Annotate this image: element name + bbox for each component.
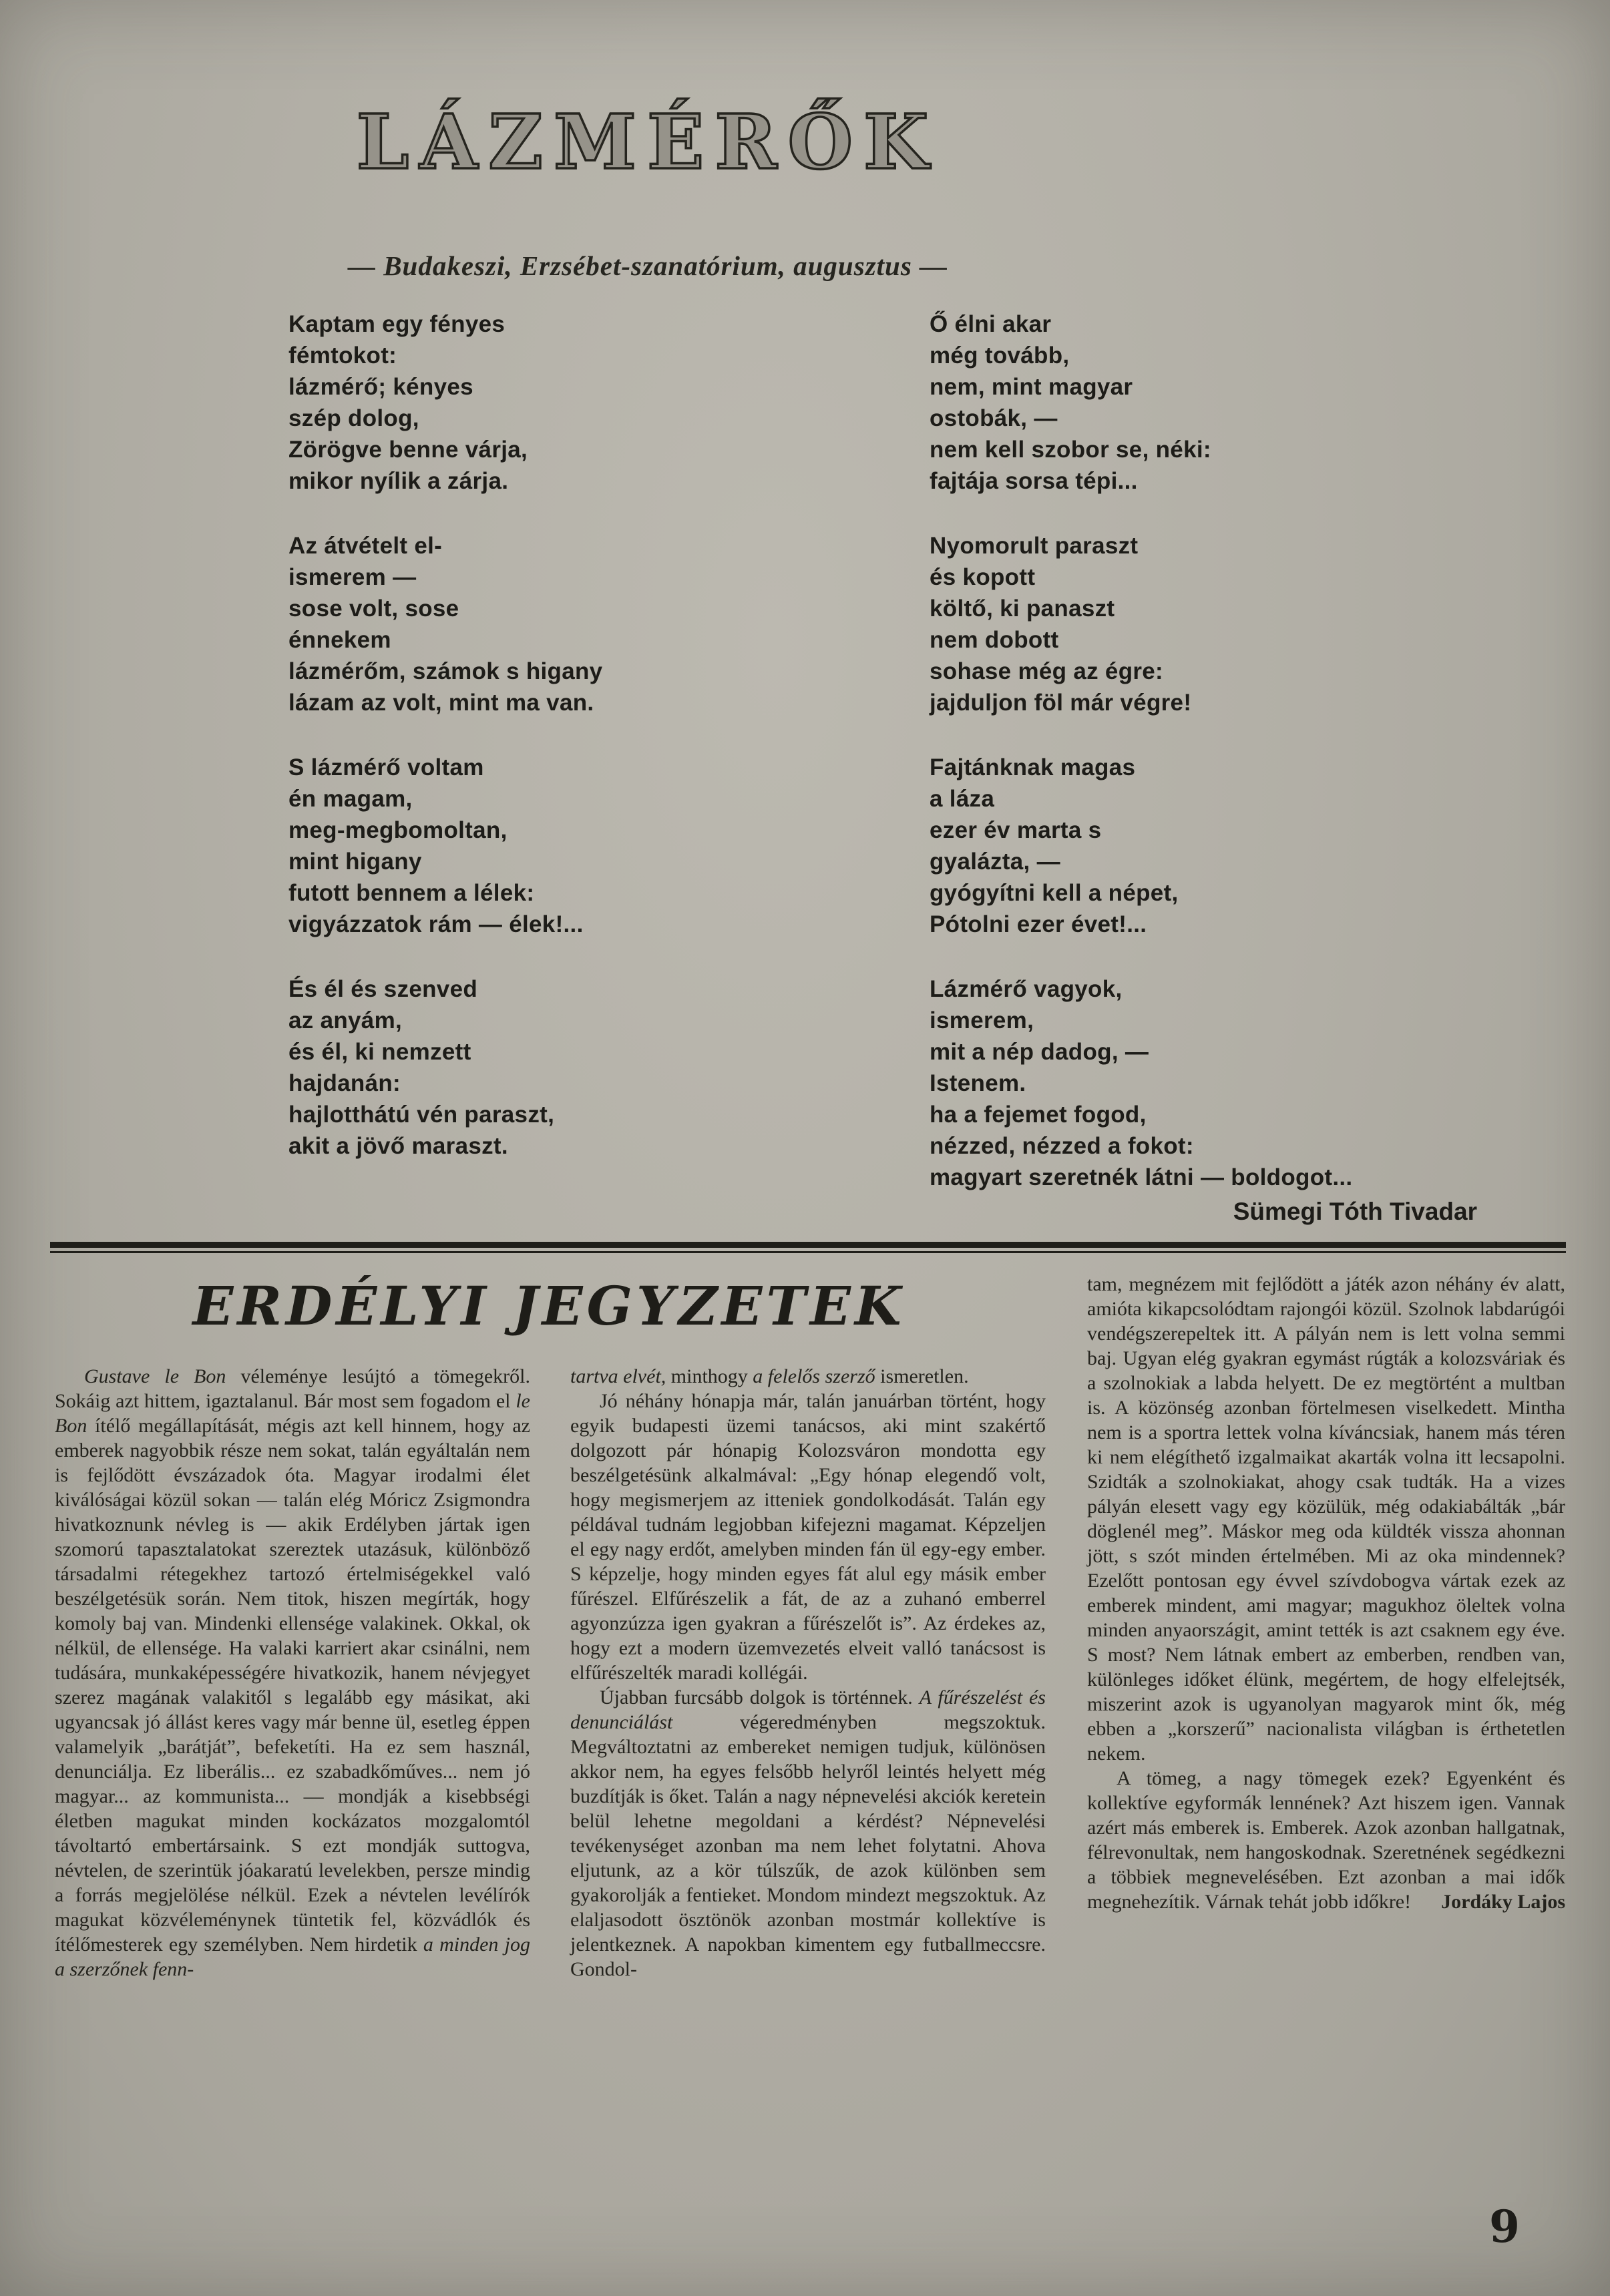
article-heading: ERDÉLYI JEGYZETEK	[192, 1275, 905, 1337]
poem-line: mikor nyílik a zárja.	[288, 468, 509, 494]
poem-line: Az átvételt el-	[288, 533, 443, 559]
poem-line: lázam az volt, mint ma van.	[288, 690, 594, 716]
article-paragraph	[570, 1389, 1046, 1685]
poem-line: ezer év marta s	[930, 817, 1102, 843]
poem-line: Ő élni akar	[930, 311, 1052, 337]
article-text-segment: a felelős szerző	[753, 1365, 875, 1387]
poem-stanza	[288, 530, 756, 718]
page-number: 9	[1489, 2201, 1520, 2253]
article-text-segment: ítélő megállapítását, mégis azt kell hinnem, hogy az emberek nagyobbik része nem sokat, talán egyáltalán nem is fejlődött évszázadok óta. Magyar irodalmi élet kiválóságai közül sokan — talán elég Móricz Zsigmondra hivatkoznunk névleg is — akik Erdélyben jártak igen szomorú tapasztalatokat szereztek utazásuk, különböző társadalmi rétegekhez tartozó értelmiségekkel való beszélgetésük során. Nem titok, hiszen megírták, hogy komoly baj van. Mindenki ellensége valakinek. Okkal, ok nélkül, de ellensége. Ha valaki karriert akar csinálni, nem tudására, munkaképességére hivatkozik, hanem névjegyet szerez magának valakitől s legalább egy másikat, aki ugyancsak jó állást keres vagy már benne ül, esetleg éppen valamelyik „barátját”, befeketíti. Ha ez sem használ, denunciálja. Ez liberális... ez szabadkőműves... nem jó magyar... az kommunista... — mondják a kisebbségi életben magukat minden kockázatos mozgalomtól távoltartó embertársaink. S ezt mondják suttogva, névtelen, de szerintük jóakaratú levelekben, persze mindig a forrás megjelölése nélkül. Ezek a névtelen levélírók magukat közvéleménynek tüntetik fel, közvádlók és ítélőmesterek egy személyben. Nem hirdetik	[55, 1415, 530, 1956]
article-text-segment: végeredményben megszoktuk. Megváltoztatni az embereket nemigen tudjuk, különösen akkor nem, ha egyes felsőbb helyről leintés helyett még buzdítják is őket. Talán a nagy népnevelési akciók keretein belül lehetne megoldani a kérdést? Népnevelési tevékenységet azonban ma nem lehet folytatni. Ahova eljutunk, az a kör túlszűk, de azok különben sem gyakorolják a fentieket. Mondom mindezt megszoktuk. Az elaljasodott ösztönök azonban mostmár kollektíve is jelentkeznek. A napokban kimentem egy futballmeccsre. Gondol-	[570, 1711, 1046, 1980]
article-paragraph	[1087, 1766, 1565, 1914]
poem-line: Lázmérő vagyok,	[930, 976, 1123, 1002]
article-column-1	[55, 1364, 530, 1982]
article-paragraph	[570, 1685, 1046, 1982]
article-paragraph	[570, 1364, 1046, 1389]
poem-line: mit a nép dadog, —	[930, 1039, 1149, 1065]
poem-line: Nyomorult paraszt	[930, 533, 1139, 559]
article-text-segment: ismeretlen.	[875, 1365, 969, 1387]
poem-line: Kaptam egy fényes	[288, 311, 506, 337]
article-column-2	[570, 1364, 1046, 1982]
article-text-segment: Gustave le Bon	[84, 1365, 226, 1387]
poem-stanza	[288, 973, 756, 1162]
poem-line: hajdanán:	[288, 1070, 401, 1096]
article-text-segment: tam, megnézem mit fejlődött a játék azon néhány év alatt, amióta kikapcsolódtam rajongói közül. Szolnok labdarúgói vendégszerepeltek itt. A pályán nem is lett volna semmi baj. Ugyan elég gyakran egymást rúgták a kolozsváriak és a szolnokiak a labda helyett. De ez megtörtént a multban is. A közönség azonban förtelmesen viselkedett. Mintha nem is a sportra lettek volna kíváncsiak, hanem más téren ki nem elégíthető izgalmaikat akarták volna itt lecsapolni. Szidták a szolnokiakat, ahogy csak tudták. Ha a vizes pályán elesett vagy egy közülük, még odakiabálták „bár döglenél meg”. Máskor meg oda küldték vissza ahonnan jött, s szót minden értelmében. Mi az oka mindennek? Ezelőtt pontosan egy évvel szívdobogva vártak ezek az emberek mindent, ami magyar; magukhoz öleltek volna minden anyaországit, amint tették is azt csaknem egy éve. S most? Nem látnak embert az emberben, rendben van, különleges időket élünk, megértem, de hogy elfelejtsék, miszerint azok is ugyanolyan magyarok mint ők, még ebben a „korszerű” nacionalista világban is érthetetlen nekem.	[1087, 1273, 1565, 1765]
poem-line: mint higany	[288, 849, 422, 875]
poem-line: énnekem	[288, 627, 391, 653]
poem-line: nem, mint magyar	[930, 374, 1133, 400]
article-text-segment: tartva elvét,	[570, 1365, 666, 1387]
poem-line: hajlotthátú vén paraszt,	[288, 1102, 555, 1128]
poem-line: lázmérőm, számok s higany	[288, 658, 603, 684]
poem-line: nem dobott	[930, 627, 1059, 653]
poem-column-left	[288, 308, 756, 1195]
poem-line: jajduljon föl már végre!	[930, 690, 1192, 716]
article-paragraph	[1087, 1272, 1565, 1766]
poem-line: a láza	[930, 786, 995, 812]
poem-column-right	[930, 308, 1504, 1226]
poem-subtitle: — Budakeszi, Erzsébet-szanatórium, augusztus —	[347, 250, 948, 281]
poem-author-signature: Sümegi Tóth Tivadar	[1233, 1198, 1477, 1225]
poem-stanza	[288, 752, 756, 940]
poem-line: lázmérő; kényes	[288, 374, 473, 400]
poem-stanza	[930, 752, 1504, 940]
poem-line: az anyám,	[288, 1007, 403, 1034]
poem-line: ismerem —	[288, 564, 417, 590]
poem-line: nézzed, nézzed a fokot:	[930, 1133, 1194, 1159]
article-text-segment: le Bon	[55, 1390, 530, 1437]
poem-line: sose volt, sose	[288, 596, 459, 622]
poem-line: gyalázta, —	[930, 849, 1060, 875]
poem-line: ismerem,	[930, 1007, 1034, 1034]
article-paragraph	[55, 1364, 530, 1982]
poem-stanza	[288, 308, 756, 497]
poem-line: És él és szenved	[288, 976, 478, 1002]
poem-line: fajtája sorsa tépi...	[930, 468, 1138, 494]
article-text-segment: A fűrészelést és denunciálást	[570, 1686, 1046, 1733]
poem-line: S lázmérő voltam	[288, 754, 484, 780]
poem-title: LÁZMÉRŐK	[356, 99, 940, 186]
article-text-segment: véleménye lesújtó a tömegekről. Sokáig azt hittem, igaztalanul. Bár most sem fogadom el	[55, 1365, 531, 1412]
poem-line: akit a jövő maraszt.	[288, 1133, 508, 1159]
poem-line: költő, ki panaszt	[930, 596, 1115, 622]
poem-line: még tovább,	[930, 342, 1070, 369]
poem-line: Pótolni ezer évet!...	[930, 911, 1147, 937]
poem-line: nem kell szobor se, néki:	[930, 437, 1211, 463]
poem-line: vigyázzatok rám — élek!...	[288, 911, 584, 937]
poem-line: meg-megbomoltan,	[288, 817, 508, 843]
poem-line: ostobák, —	[930, 405, 1058, 431]
article-text-segment: Jó néhány hónapja már, talán januárban történt, hogy egyik budapesti üzemi tanácsos, aki mint szakértő dolgozott pár hónapig Kolozsváron mondotta egy beszélgetésünk alkalmával: „Egy hónap elegendő volt, hogy megismerjem az itteniek gondolkodását. Talán egy példával tudnám legjobban kifejezni magamat. Képzeljen el egy nagy erdőt, amelyben minden fán ül egy-egy ember. S képzelje, hogy minden egyes fát alul egy másik ember fűrészel. Elfűrészelik a fát, de az a zuhanó emberrel agyonzúzza igen gyakran a fűrészelőt is”. Az érdekes az, hogy ezt a modern üzemvezetés elveit valló tanácsost is elfűrészelték maradi kollégái.	[570, 1390, 1046, 1684]
poem-line: fémtokot:	[288, 342, 397, 369]
poem-line: Istenem.	[930, 1070, 1026, 1096]
poem-line: és kopott	[930, 564, 1036, 590]
poem-stanza	[930, 530, 1504, 718]
article-text-segment: a minden jog a szerzőnek fenn-	[55, 1933, 530, 1980]
article-text-segment: minthogy	[666, 1365, 753, 1387]
article-section	[48, 1272, 1568, 2273]
poem-line: szép dolog,	[288, 405, 419, 431]
poem-stanza	[930, 973, 1504, 1193]
poem-line: én magam,	[288, 786, 413, 812]
article-text-segment: A tömeg, a nagy tömegek ezek? Egyenként és kollektíve egyformák lennének? Azt hiszem igen. Vannak azért más emberek is. Emberek. Azok azonban hallgatnak, félrevonultak, nem hangoskodnak. Szeretnének segédkezni a többiek megnevelésében. Ezt azonban a mai idők megnehezítik. Várnak tehát jobb időkre!	[1087, 1767, 1565, 1913]
article-text-segment: Újabban furcsább dolgok is történnek.	[600, 1686, 920, 1708]
poem-line: Fajtánknak magas	[930, 754, 1136, 780]
poem-line: ha a fejemet fogod,	[930, 1102, 1147, 1128]
poem-line: sohase még az égre:	[930, 658, 1164, 684]
poem-line: Zörögve benne várja,	[288, 437, 528, 463]
article-column-3	[1087, 1272, 1565, 1914]
poem-line: magyart szeretnék látni — boldogot...	[930, 1164, 1353, 1190]
poem-stanza	[930, 308, 1504, 497]
article-author-signature: Jordáky Lajos	[1441, 1891, 1565, 1913]
poem-line: futott bennem a lélek:	[288, 880, 535, 906]
poem-line: gyógyítni kell a népet,	[930, 880, 1179, 906]
poem-line: és él, ki nemzett	[288, 1039, 471, 1065]
section-divider-rule	[50, 1242, 1566, 1253]
